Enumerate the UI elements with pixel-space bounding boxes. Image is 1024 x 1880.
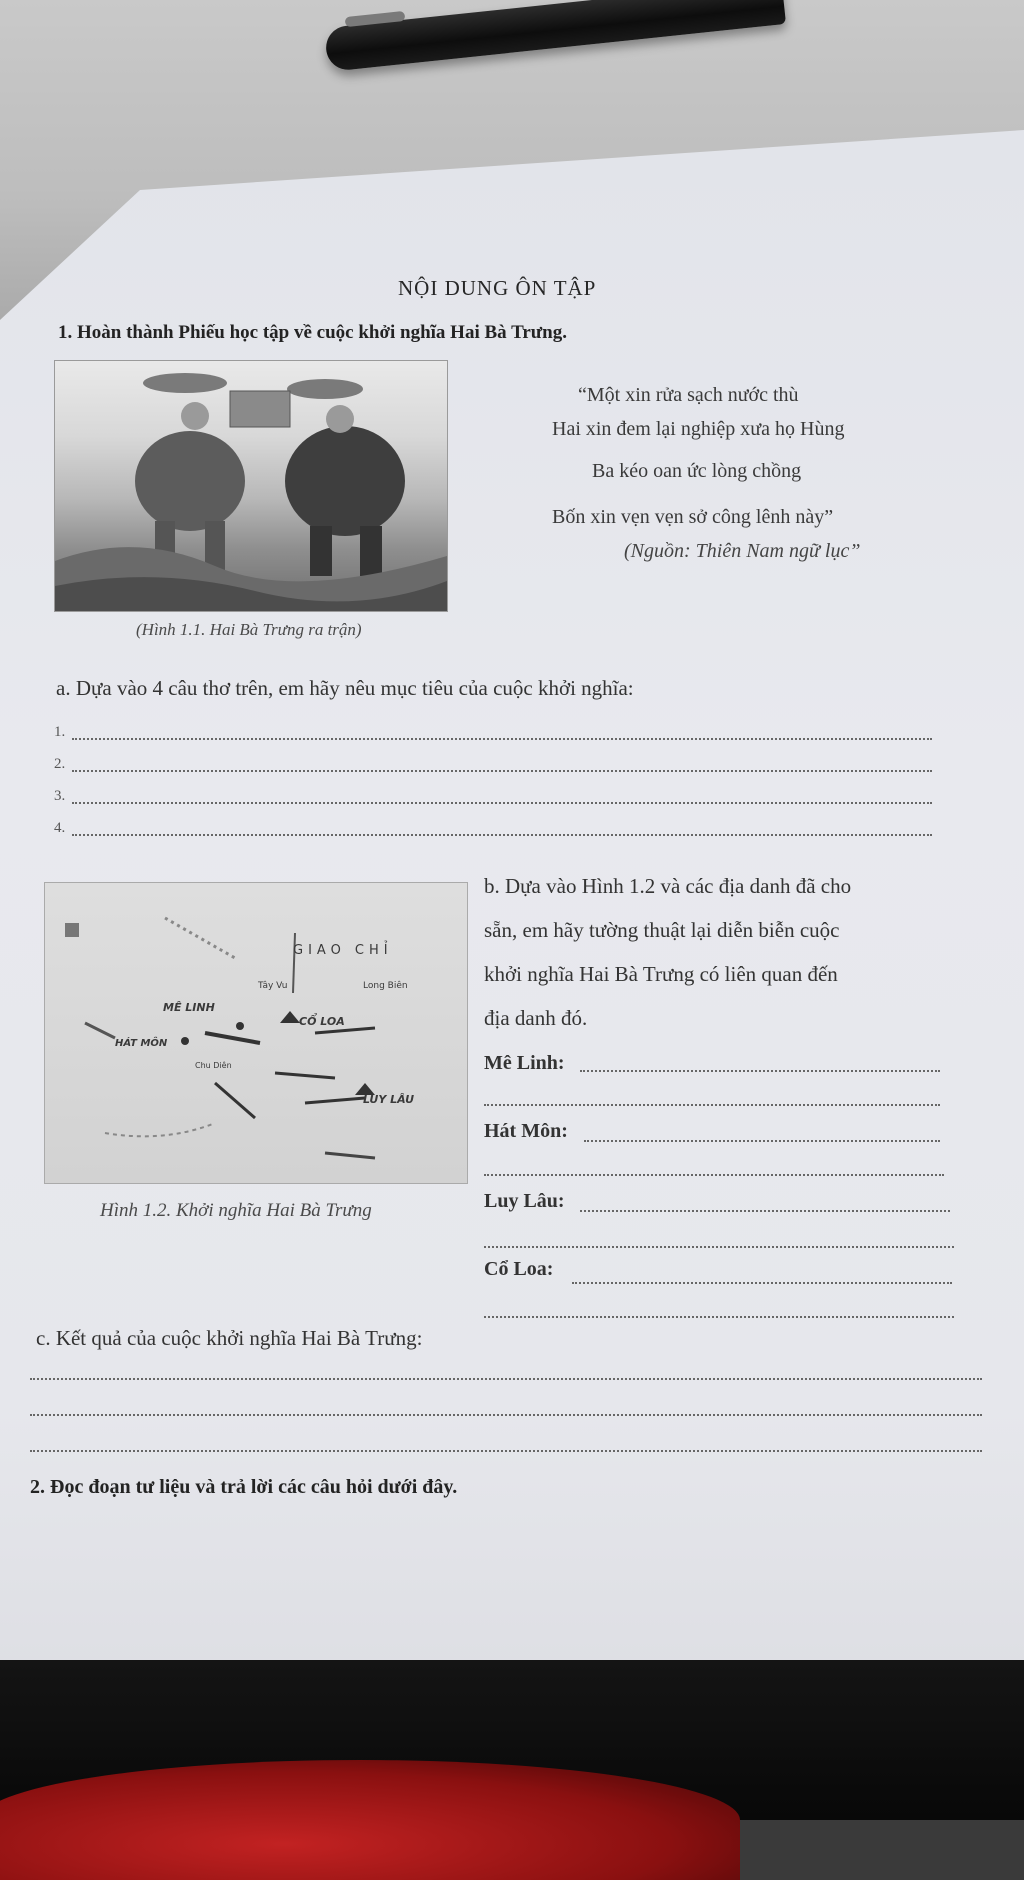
figure-map-uprising	[44, 882, 468, 1184]
hat-mon-answer-line-1[interactable]	[584, 1140, 940, 1142]
map-label-giao-chi: GIAO CHỈ	[293, 943, 393, 958]
place-luy-lau: Luy Lâu:	[484, 1190, 565, 1212]
map-label-chu-dien: Chu Diên	[195, 1061, 232, 1070]
question-b-line-3: khởi nghĩa Hai Bà Trưng có liên quan đến	[484, 962, 838, 986]
map-label-luy-lau: LUY LÂU	[363, 1093, 415, 1106]
map-label-co-loa: CỔ LOA	[299, 1015, 345, 1028]
question-c-answer-line-2[interactable]	[30, 1414, 982, 1416]
question-b-line-1: b. Dựa vào Hình 1.2 và các địa danh đã cho	[484, 874, 852, 898]
place-me-linh: Mê Linh:	[484, 1052, 565, 1074]
answer-line-3[interactable]	[72, 802, 932, 804]
poem-line-1: “Một xin rửa sạch nước thù	[578, 384, 799, 406]
answer-line-4[interactable]	[72, 834, 932, 836]
place-hat-mon: Hát Môn:	[484, 1120, 568, 1142]
question-b-line-4: địa danh đó.	[484, 1006, 588, 1030]
answer-number-2: 2.	[54, 756, 66, 772]
luy-lau-answer-line-1[interactable]	[580, 1210, 950, 1212]
poem-line-2: Hai xin đem lại nghiệp xưa họ Hùng	[552, 418, 845, 440]
answer-line-2[interactable]	[72, 770, 932, 772]
figure-2-caption: Hình 1.2. Khởi nghĩa Hai Bà Trưng	[100, 1200, 372, 1221]
question-b-line-2: sẵn, em hãy tường thuật lại diễn biễn cuộc	[484, 918, 840, 942]
answer-number-3: 3.	[54, 788, 66, 804]
co-loa-answer-line-1[interactable]	[572, 1282, 952, 1284]
place-co-loa: Cổ Loa:	[484, 1258, 554, 1280]
poem-line-3: Ba kéo oan ức lòng chồng	[592, 460, 802, 482]
answer-line-1[interactable]	[72, 738, 932, 740]
poem-source: (Nguồn: Thiên Nam ngữ lục”	[624, 540, 861, 562]
map-label-tay-vu: Tây Vu	[258, 981, 288, 991]
section-1-heading: 1. Hoàn thành Phiếu học tập về cuộc khởi nghĩa Hai Bà Trưng.	[58, 322, 567, 343]
question-c-answer-line-1[interactable]	[30, 1378, 982, 1380]
question-c-answer-line-3[interactable]	[30, 1450, 982, 1452]
map-label-long-bien: Long Biên	[363, 981, 408, 991]
figure-1-caption: (Hình 1.1. Hai Bà Trưng ra trận)	[136, 620, 362, 639]
battle-illustration	[55, 361, 447, 611]
section-2-heading: 2. Đọc đoạn tư liệu và trả lời các câu hỏi dưới đây.	[30, 1476, 458, 1498]
answer-number-4: 4.	[54, 820, 66, 836]
luy-lau-answer-line-2[interactable]	[484, 1246, 954, 1248]
question-a: a. Dựa vào 4 câu thơ trên, em hãy nêu mục tiêu của cuộc khởi nghĩa:	[56, 676, 634, 700]
me-linh-answer-line-2[interactable]	[484, 1104, 940, 1106]
question-c: c. Kết quả của cuộc khởi nghĩa Hai Bà Trưng:	[36, 1326, 423, 1350]
page-title: NỘI DUNG ÔN TẬP	[398, 276, 597, 300]
hat-mon-answer-line-2[interactable]	[484, 1174, 944, 1176]
answer-number-1: 1.	[54, 724, 66, 740]
poem-line-4: Bốn xin vẹn vẹn sở công lênh này”	[552, 506, 834, 528]
me-linh-answer-line-1[interactable]	[580, 1070, 940, 1072]
map-label-me-linh: MÊ LINH	[163, 1001, 215, 1014]
figure-hai-ba-trung-battle	[54, 360, 448, 612]
co-loa-answer-line-2[interactable]	[484, 1316, 954, 1318]
uprising-map	[45, 883, 467, 1183]
map-label-hat-mon: HÁT MÔN	[115, 1038, 168, 1049]
